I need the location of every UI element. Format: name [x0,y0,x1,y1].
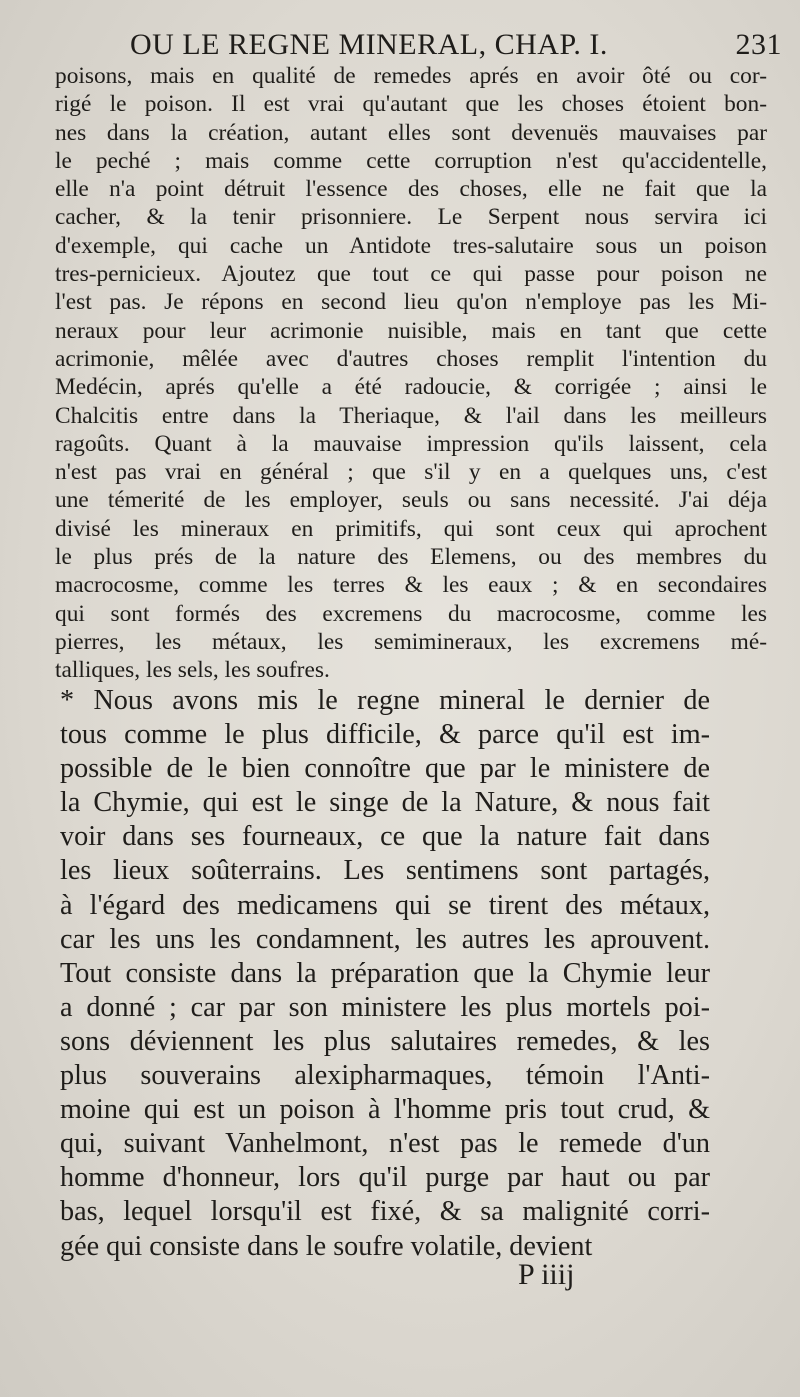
footnote-line: l'est pas. Je répons en second lieu qu'on n'employe pas les Mi- [55,289,767,316]
footnote-line: n'est pas vrai en général ; que s'il y en a quelques uns, c'est [55,459,767,486]
footnote-line: rigé le poison. Il est vrai qu'autant que les choses étoient bon- [55,91,767,118]
footnote-line: une témerité de les employer, seuls ou sans necessité. J'ai déja [55,487,767,514]
footnote-line: poisons, mais en qualité de remedes aprés en avoir ôté ou cor- [55,63,767,89]
footnote-line: le peché ; mais comme cette corruption n'est qu'accidentelle, [55,147,767,174]
body-text-line: possible de le bien connoître que par le ministere de [60,753,710,785]
body-text-line: moine qui est un poison à l'homme pris tout crud, & [60,1094,710,1126]
page-number: 231 [735,28,782,61]
footnote-line: talliques, les sels, les soufres. [55,657,330,684]
footnote-line: pierres, les métaux, les semimineraux, les excremens mé- [55,628,767,655]
body-text-line: les lieux soûterrains. Les sentimens sont partagés, [60,855,710,887]
signature-mark: P iiij [518,1258,575,1291]
footnote-line: nes dans la création, autant elles sont devenuës mauvaises par [55,119,767,146]
footnote-line: ragoûts. Quant à la mauvaise impression qu'ils laissent, cela [55,430,767,457]
footnote-line: cacher, & la tenir prisonniere. Le Serpent nous servira ici [55,204,767,231]
footnote-line: le plus prés de la nature des Elemens, ou des membres du [55,544,767,571]
body-text-line: plus souverains alexipharmaques, témoin l'Anti- [60,1060,710,1092]
page-header [130,28,790,64]
body-text-line: gée qui consiste dans le soufre volatile, devient [60,1230,593,1262]
body-text-line: Tout consiste dans la préparation que la Chymie leur [60,957,710,989]
footnote-line: qui sont formés des excremens du macrocosme, comme les [55,600,767,627]
running-title: OU LE REGNE MINERAL, CHAP. I. [130,28,608,61]
body-text-line: qui, suivant Vanhelmont, n'est pas le remede d'un [60,1128,710,1160]
main-text-block [60,684,710,1264]
footnote-line: d'exemple, qui cache un Antidote tres-salutaire sous un poison [55,232,767,259]
body-text-line: * Nous avons mis le regne mineral le dernier de [60,685,710,716]
body-text-line: sons déviennent les plus salutaires remedes, & les [60,1025,710,1057]
footnote-line: tres-pernicieux. Ajoutez que tout ce qui passe pour poison ne [55,261,767,288]
footnote-line: macrocosme, comme les terres & les eaux ; & en secondaires [55,572,767,599]
body-text-line: bas, lequel lorsqu'il est fixé, & sa malignité corri- [60,1196,710,1228]
body-text-line: homme d'honneur, lors qu'il purge par haut ou par [60,1162,710,1194]
footnote-line: acrimonie, mêlée avec d'autres choses remplit l'intention du [55,345,767,372]
body-text-line: la Chymie, qui est le singe de la Nature, & nous fait [60,787,710,819]
footnote-block [55,62,767,685]
footnote-line: divisé les mineraux en primitifs, qui sont ceux qui aprochent [55,515,767,542]
body-text-line: voir dans ses fourneaux, ce que la nature fait dans [60,821,710,853]
footnote-line: elle n'a point détruit l'essence des choses, elle ne fait que la [55,176,767,203]
footnote-line: Medécin, aprés qu'elle a été radoucie, & corrigée ; ainsi le [55,374,767,401]
body-text-line: a donné ; car par son ministere les plus mortels poi- [60,991,710,1023]
footnote-line: Chalcitis entre dans la Theriaque, & l'ail dans les meilleurs [55,402,767,429]
body-text-line: tous comme le plus difficile, & parce qu'il est im- [60,719,710,751]
body-text-line: car les uns les condamnent, les autres les aprouvent. [60,923,710,955]
body-text-line: à l'égard des medicamens qui se tirent des métaux, [60,889,710,921]
footnote-line: neraux pour leur acrimonie nuisible, mais en tant que cette [55,317,767,344]
